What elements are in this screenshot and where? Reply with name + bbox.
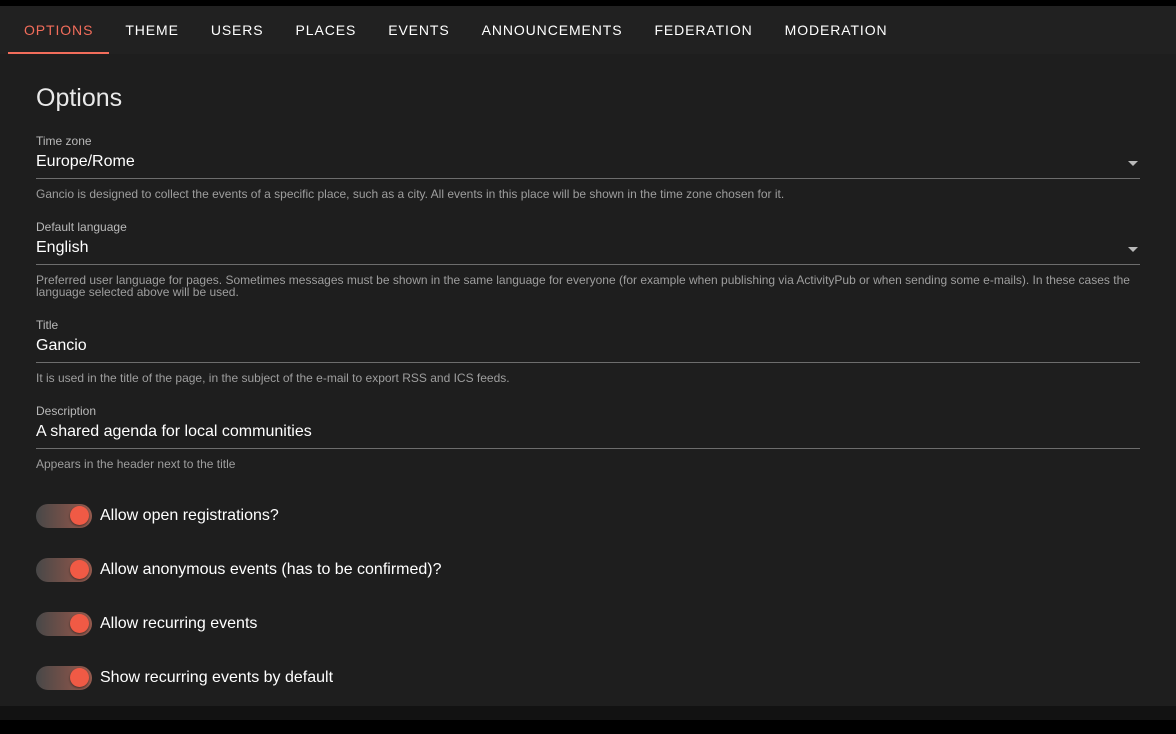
language-hint: Preferred user language for pages. Sometimes messages must be shown in the same language for everyone (for example when publishing via ActivityPub or when sending some e-mails). In these cases the language selected above will be used. [36,273,1130,299]
language-label: Default language [36,220,127,234]
field-language [36,219,1140,265]
description-input[interactable]: A shared agenda for local communities [36,423,312,440]
allow-anonymous-events-label: Allow anonymous events (has to be confirmed)? [100,561,442,578]
row-allow-recurring-events [36,597,1140,651]
language-value: English [36,239,89,256]
bottom-strip [0,706,1176,720]
description-hint: Appears in the header next to the title [36,457,236,471]
field-timezone [36,133,1140,179]
description-label: Description [36,404,97,418]
toggle-thumb [70,506,89,525]
timezone-label: Time zone [36,134,92,148]
title-input[interactable]: Gancio [36,337,87,354]
language-select[interactable] [36,238,1140,265]
tab-places-label: PLACES [295,22,357,38]
tab-announcements-label: ANNOUNCEMENTS [481,22,623,38]
title-hint: It is used in the title of the page, in the subject of the e-mail to export RSS and ICS feeds. [36,371,510,385]
admin-tabbar [0,6,1176,54]
toggle-show-recurring-events-default[interactable] [36,665,92,691]
tab-moderation-label: MODERATION [784,22,888,38]
toggle-allow-open-registrations[interactable] [36,503,92,529]
tab-places[interactable] [280,6,373,54]
tab-options-label: OPTIONS [24,22,94,38]
admin-panel [0,6,1176,720]
page-title: Options [36,84,123,112]
tab-theme-label: THEME [125,22,179,38]
allow-open-registrations-label: Allow open registrations? [100,507,279,524]
row-show-recurring-events-default [36,651,1140,705]
row-allow-open-registrations [36,489,1140,543]
toggle-thumb [70,614,89,633]
tab-users-label: USERS [210,22,264,38]
timezone-hint: Gancio is designed to collect the events of a specific place, such as a city. All events in this place will be shown in the time zone chosen for it. [36,187,785,201]
toggle-thumb [70,668,89,687]
options-panel [0,54,1176,720]
tab-events[interactable] [372,6,465,54]
allow-recurring-events-label: Allow recurring events [100,615,258,632]
toggle-thumb [70,560,89,579]
tab-announcements[interactable] [466,6,639,54]
timezone-value: Europe/Rome [36,153,135,170]
chevron-down-icon [1128,247,1138,252]
tab-moderation[interactable] [769,6,904,54]
title-label: Title [36,318,59,332]
title-input-wrap[interactable] [36,336,1140,363]
field-description [36,403,1140,449]
toggle-allow-anonymous-events[interactable] [36,557,92,583]
tab-federation[interactable] [638,6,768,54]
timezone-select[interactable] [36,152,1140,179]
tab-options[interactable] [8,6,109,54]
chevron-down-icon [1128,161,1138,166]
tab-theme[interactable] [109,6,195,54]
toggle-allow-recurring-events[interactable] [36,611,92,637]
tab-users[interactable] [195,6,280,54]
tab-events-label: EVENTS [388,22,450,38]
show-recurring-events-default-label: Show recurring events by default [100,669,334,686]
field-title [36,317,1140,363]
description-input-wrap[interactable] [36,422,1140,449]
tab-federation-label: FEDERATION [654,22,753,38]
row-allow-anonymous-events [36,543,1140,597]
